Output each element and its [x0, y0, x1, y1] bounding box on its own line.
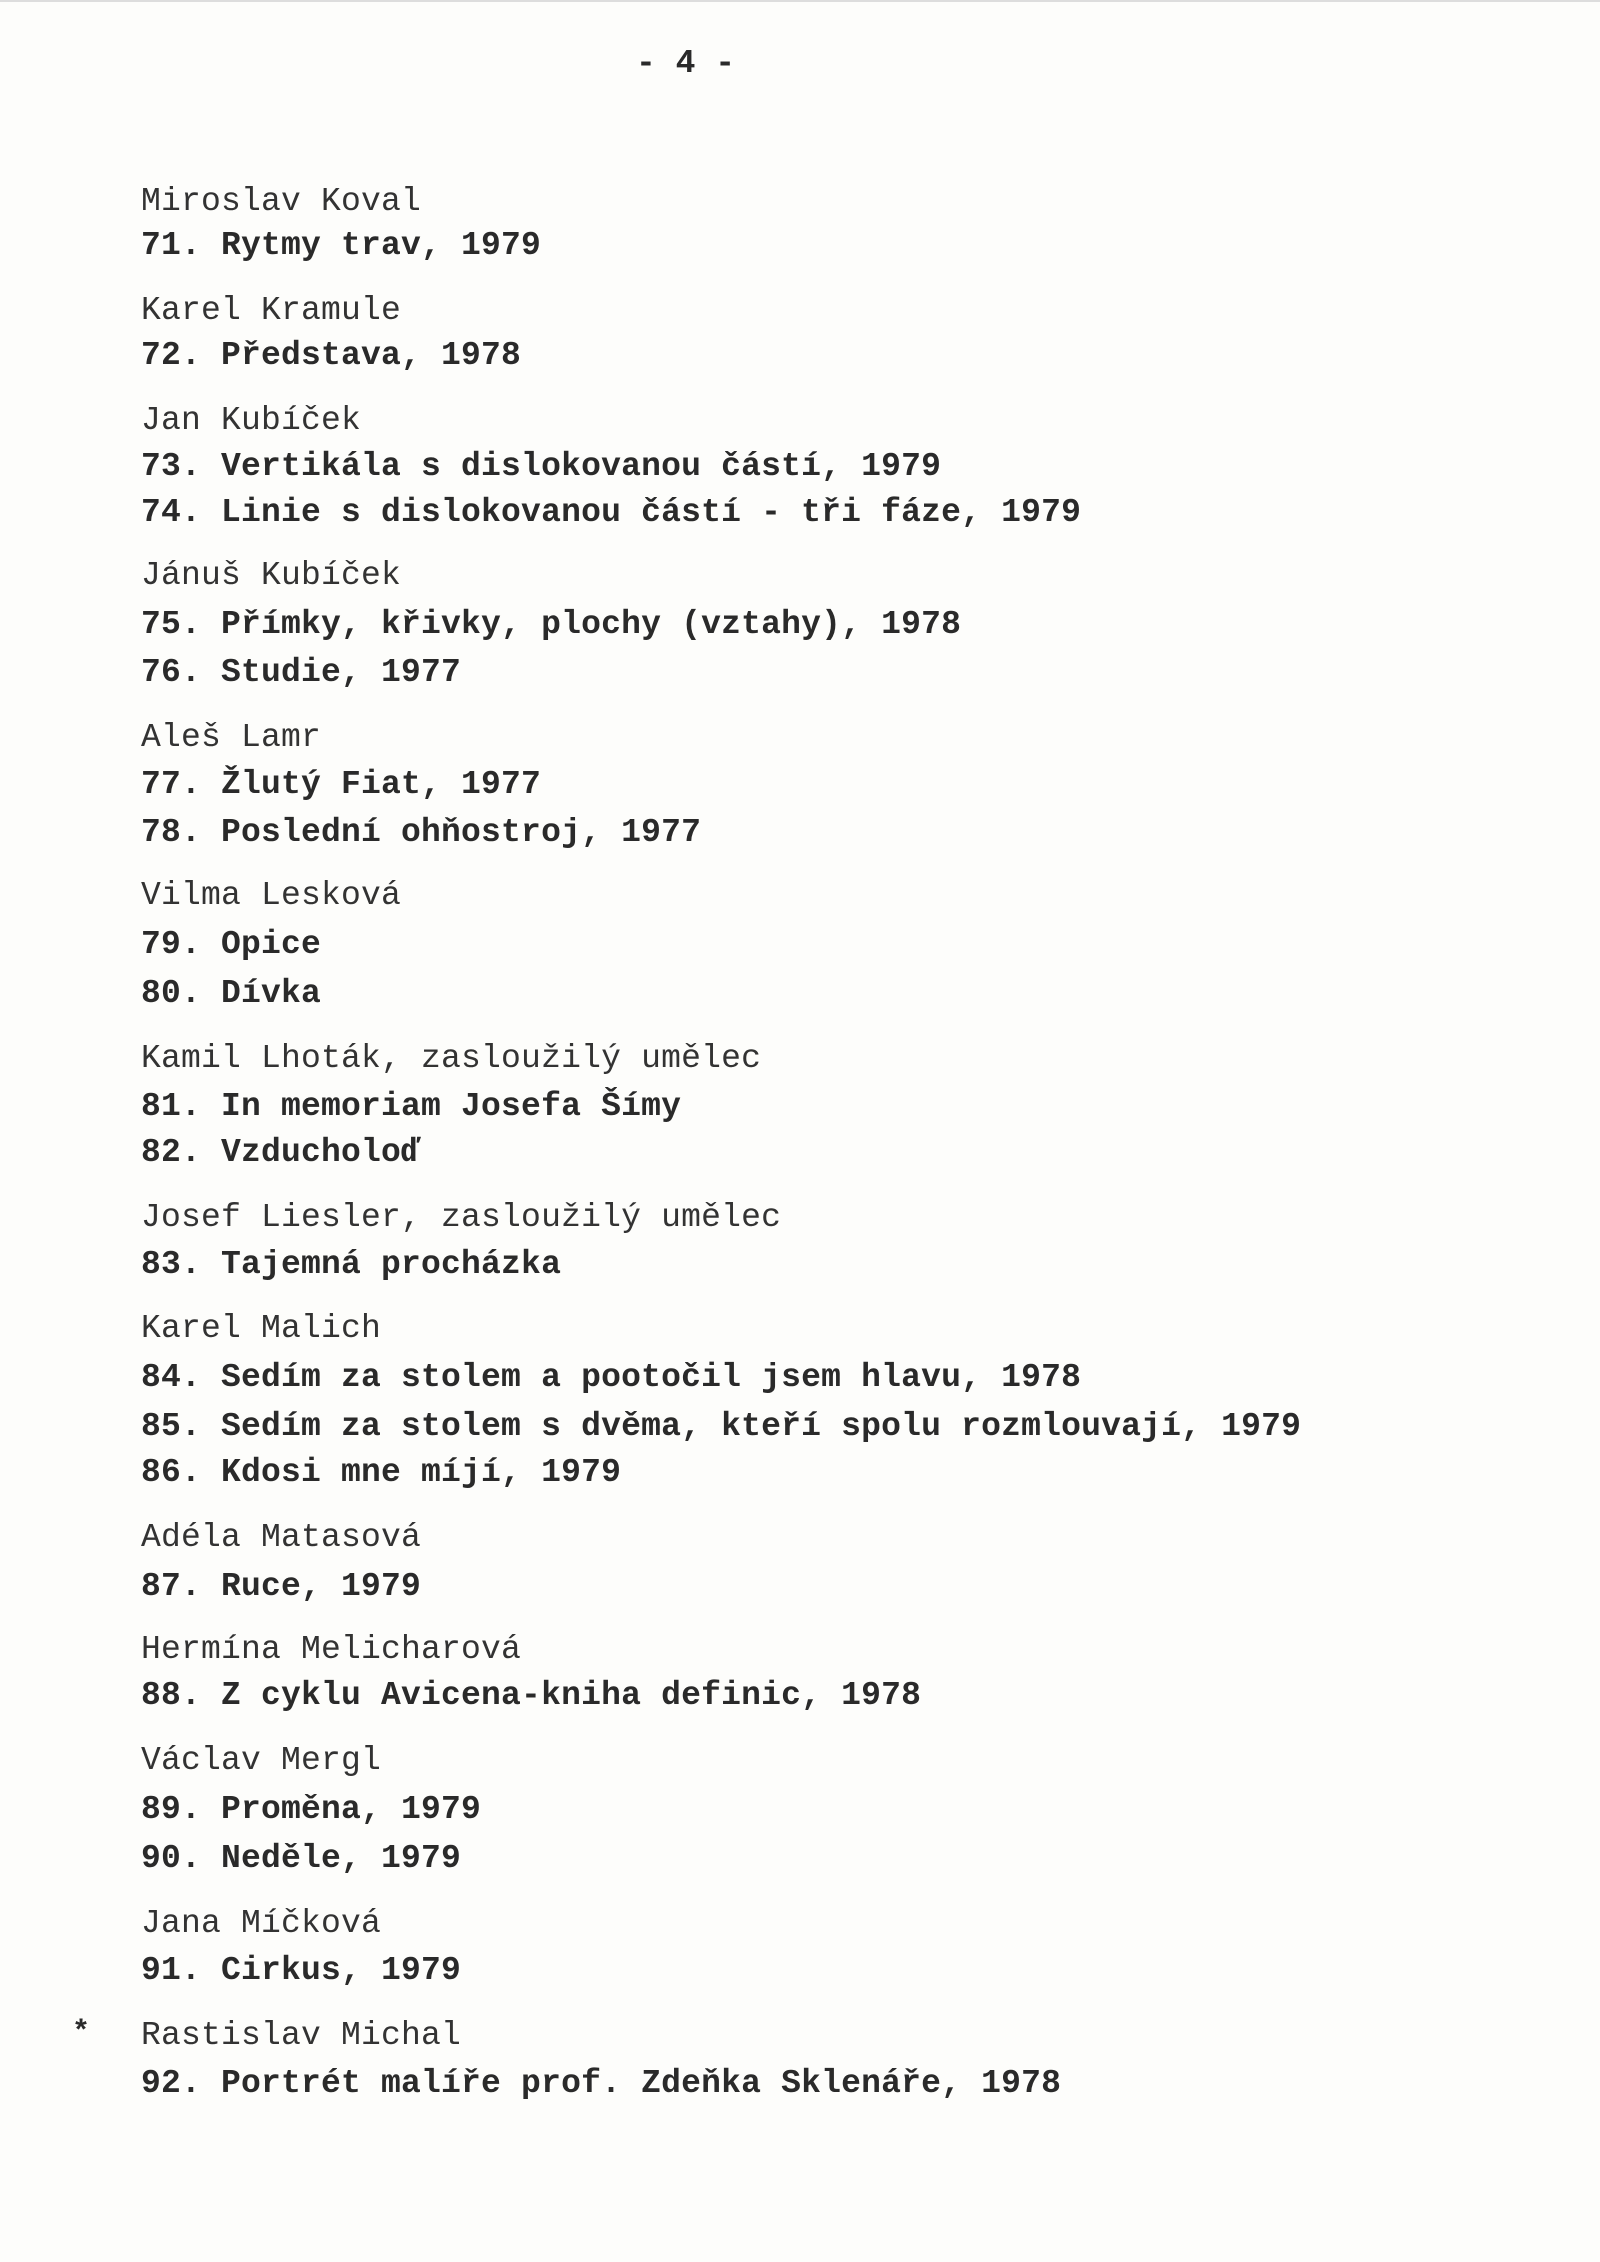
artwork-item: 79. Opice: [141, 926, 322, 963]
artist-name: Hermína Melicharová: [141, 1631, 522, 1668]
artist-name: Karel Malich: [141, 1310, 382, 1347]
page-number: - 4 -: [636, 45, 736, 82]
artwork-item: 83. Tajemná procházka: [141, 1246, 562, 1283]
artwork-item: 76. Studie, 1977: [141, 654, 462, 691]
artwork-item: 90. Neděle, 1979: [141, 1840, 462, 1877]
artist-name: Kamil Lhoták, zasloužilý umělec: [141, 1040, 762, 1077]
artwork-item: 85. Sedím za stolem s dvěma, kteří spolu rozmlouvají, 1979: [141, 1408, 1302, 1445]
artwork-item: 73. Vertikála s dislokovanou částí, 1979: [141, 448, 942, 485]
margin-marker: *: [72, 2016, 91, 2050]
artwork-item: 87. Ruce, 1979: [141, 1568, 422, 1605]
artwork-item: 78. Poslední ohňostroj, 1977: [141, 814, 702, 851]
artwork-item: 86. Kdosi mne míjí, 1979: [141, 1454, 622, 1491]
artist-name: Jánuš Kubíček: [141, 557, 402, 594]
artist-name: Miroslav Koval: [141, 183, 422, 220]
artwork-item: 75. Přímky, křivky, plochy (vztahy), 1978: [141, 606, 962, 643]
artwork-item: 92. Portrét malíře prof. Zdeňka Sklenáře, 1978: [141, 2065, 1062, 2102]
artist-name: Vilma Lesková: [141, 877, 402, 914]
artwork-item: 91. Cirkus, 1979: [141, 1952, 462, 1989]
artwork-item: 74. Linie s dislokovanou částí - tři fáze, 1979: [141, 494, 1082, 531]
artwork-item: 77. Žlutý Fiat, 1977: [141, 766, 542, 803]
artist-name: Václav Mergl: [141, 1742, 382, 1779]
artwork-item: 88. Z cyklu Avicena-kniha definic, 1978: [141, 1677, 922, 1714]
artwork-item: 82. Vzducholoď: [141, 1134, 422, 1171]
artist-name: Josef Liesler, zasloužilý umělec: [141, 1199, 782, 1236]
artwork-item: 81. In memoriam Josefa Šímy: [141, 1088, 682, 1125]
page-edge: [0, 0, 1600, 2]
artwork-item: 84. Sedím za stolem a pootočil jsem hlavu, 1978: [141, 1359, 1082, 1396]
artwork-item: 71. Rytmy trav, 1979: [141, 227, 542, 264]
artist-name: Aleš Lamr: [141, 719, 322, 756]
artist-name: Karel Kramule: [141, 292, 402, 329]
artist-name: Jana Míčková: [141, 1905, 382, 1942]
artist-name: Jan Kubíček: [141, 402, 362, 439]
artwork-item: 89. Proměna, 1979: [141, 1791, 482, 1828]
artwork-item: 80. Dívka: [141, 975, 322, 1012]
artwork-item: 72. Představa, 1978: [141, 337, 522, 374]
artist-name: Adéla Matasová: [141, 1519, 422, 1556]
artist-name: Rastislav Michal: [141, 2017, 462, 2054]
